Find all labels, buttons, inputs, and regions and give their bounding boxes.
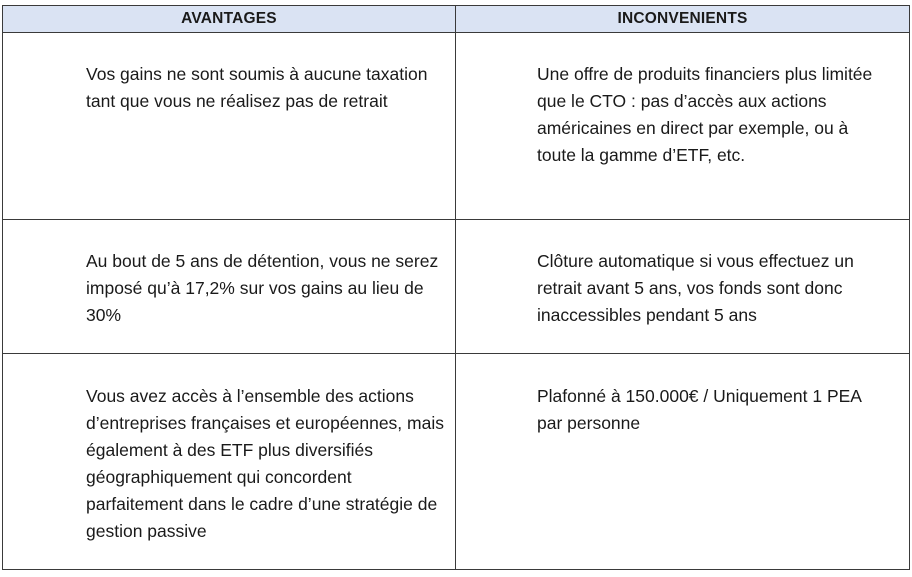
table-row: [3, 354, 910, 570]
header-row: [3, 6, 910, 33]
disadvantage-text: Une offre de produits financiers plus limitée que le CTO : pas d’accès aux actions américaines en direct par exemple, ou à toute la gamme d’ETF, etc.: [537, 64, 873, 165]
disadvantage-cell: [456, 33, 910, 220]
table-row: [3, 220, 910, 354]
pros-cons-table: [2, 5, 910, 570]
advantage-cell: [3, 354, 456, 570]
advantage-cell: [3, 220, 456, 354]
disadvantage-text: Plafonné à 150.000€ / Uniquement 1 PEA par personne: [537, 386, 861, 433]
advantage-cell: [3, 33, 456, 220]
disadvantage-cell: [456, 354, 910, 570]
disadvantage-cell: [456, 220, 910, 354]
advantage-text: Vous avez accès à l’ensemble des actions d’entreprises françaises et européennes, mais également à des ETF plus diversifiés géographiquement qui concordent parfaitement dans le cadre d’une stratégie de gestion passive: [86, 386, 444, 541]
header-disadvantages: INCONVENIENTS: [456, 6, 910, 33]
advantage-text: Au bout de 5 ans de détention, vous ne serez imposé qu’à 17,2% sur vos gains au lieu de 30%: [86, 251, 439, 325]
advantage-text: Vos gains ne sont soumis à aucune taxation tant que vous ne réalisez pas de retrait: [86, 64, 428, 111]
table-row: [3, 33, 910, 220]
header-advantages: AVANTAGES: [3, 6, 456, 33]
disadvantage-text: Clôture automatique si vous effectuez un retrait avant 5 ans, vos fonds sont donc inaccessibles pendant 5 ans: [537, 251, 854, 325]
